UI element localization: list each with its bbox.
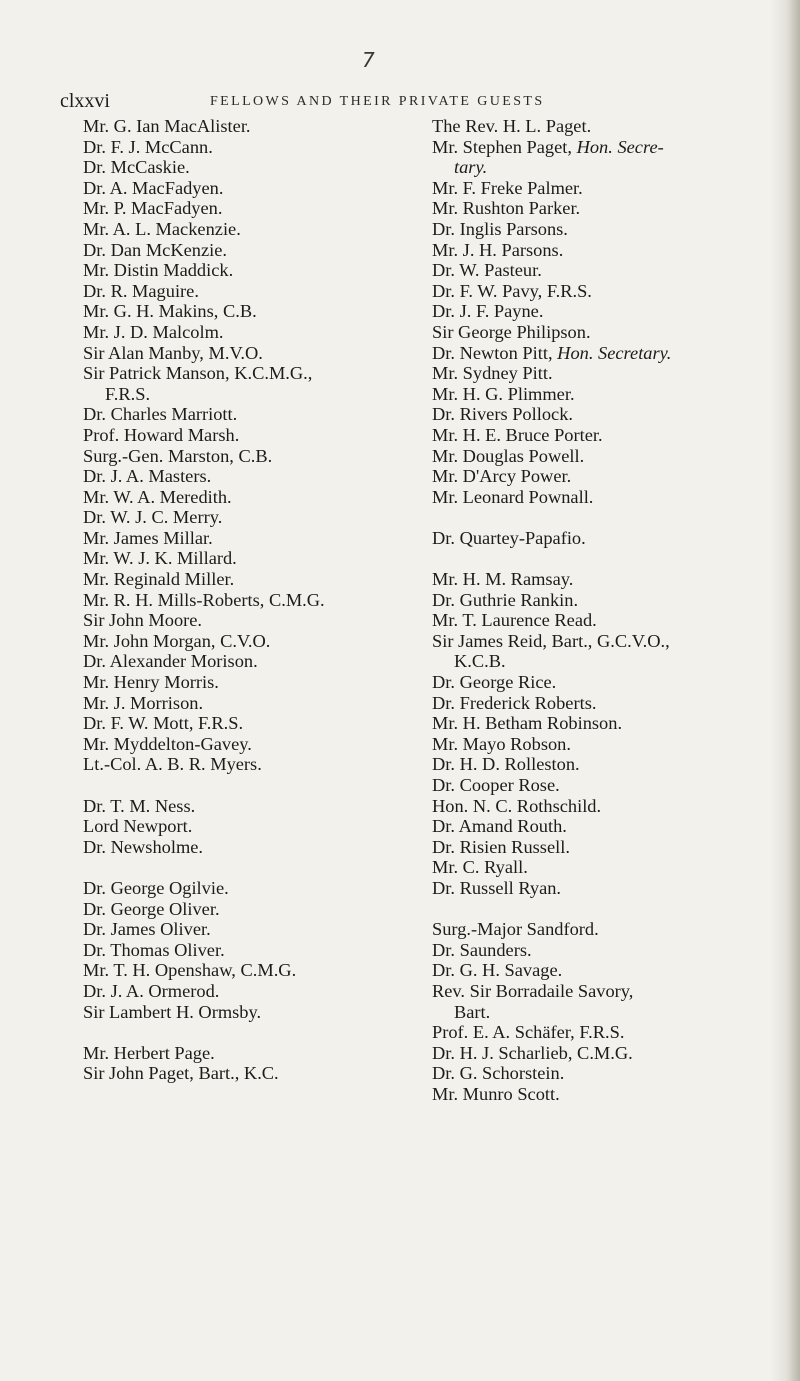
left-column-list [83, 116, 393, 1084]
entry-name: Mr. James Millar. [83, 527, 213, 548]
entry-name: Dr. Newton Pitt, [432, 342, 553, 363]
entry-name: Mr. H. E. Bruce Porter. [432, 424, 603, 445]
entry-name: Sir James Reid, Bart., G.C.V.O., [432, 630, 670, 651]
list-item [432, 610, 777, 631]
list-item [83, 610, 393, 631]
entry-name: Mr. John Morgan, C.V.O. [83, 630, 271, 651]
list-item [432, 301, 777, 322]
entry-name: Dr. A. MacFadyen. [83, 177, 224, 198]
list-item [83, 178, 393, 199]
entry-name: Mr. H. Betham Robinson. [432, 713, 623, 734]
entry-name: Mr. Rushton Parker. [432, 198, 581, 219]
entry-name: Dr. Thomas Oliver. [83, 939, 225, 960]
entry-continuation: Bart. [454, 1001, 491, 1022]
entry-name: Dr. W. Pasteur. [432, 260, 542, 281]
list-item [83, 507, 393, 528]
entry-name: Sir John Moore. [83, 610, 203, 631]
list-item [432, 1063, 777, 1084]
list-item [83, 260, 393, 281]
list-item [432, 137, 777, 178]
entry-continuation: F.R.S. [105, 383, 151, 404]
entry-name: Dr. George Ogilvie. [83, 877, 229, 898]
list-item [432, 528, 777, 549]
entry-role: Hon. Secre- [576, 136, 664, 157]
entry-name: Mr. Myddelton-Gavey. [83, 733, 252, 754]
list-item [83, 219, 393, 240]
list-item [432, 734, 777, 755]
list-item [83, 569, 393, 590]
list-item [432, 1084, 777, 1105]
list-item [83, 960, 393, 981]
list-item [432, 322, 777, 343]
list-item [83, 240, 393, 261]
list-item [432, 878, 777, 899]
entry-name: Sir Lambert H. Ormsby. [83, 1001, 262, 1022]
entry-name: Prof. E. A. Schäfer, F.R.S. [432, 1022, 625, 1043]
entry-name: Dr. Dan McKenzie. [83, 239, 228, 260]
entry-name: Mr. J. D. Malcolm. [83, 321, 224, 342]
list-item [83, 816, 393, 837]
list-item [432, 590, 777, 611]
entry-name: Dr. Cooper Rose. [432, 775, 560, 795]
entry-name: Dr. Frederick Roberts. [432, 692, 597, 713]
entry-name: Dr. Newsholme. [83, 836, 204, 857]
entry-name: Sir Patrick Manson, K.C.M.G., [83, 363, 313, 384]
list-item [432, 343, 777, 364]
entry-name: Mr. T. H. Openshaw, C.M.G. [83, 960, 297, 981]
list-item [83, 466, 393, 487]
entry-name: Mr. Distin Maddick. [83, 260, 234, 281]
entry-name: Lord Newport. [83, 816, 193, 837]
entry-name: Mr. J. H. Parsons. [432, 239, 564, 260]
entry-name: Mr. P. MacFadyen. [83, 198, 223, 219]
entry-name: Mr. W. A. Meredith. [83, 486, 232, 507]
list-item [432, 713, 777, 734]
list-item [83, 734, 393, 755]
entry-name: Dr. Risien Russell. [432, 836, 570, 857]
list-item [432, 116, 777, 137]
list-item [432, 260, 777, 281]
entry-name: Dr. R. Maguire. [83, 280, 199, 301]
entry-name: Dr. McCaskie. [83, 157, 190, 178]
list-item [432, 631, 777, 672]
list-item [83, 837, 393, 858]
entry-name: Sir John Paget, Bart., K.C. [83, 1063, 279, 1084]
list-item [432, 940, 777, 961]
entry-name: Mr. Douglas Powell. [432, 445, 585, 466]
entry-name: Dr. Charles Marriott. [83, 404, 238, 425]
list-item [432, 198, 777, 219]
entry-name: Rev. Sir Borradaile Savory, [432, 980, 634, 1001]
list-item [432, 796, 777, 817]
entry-name: Dr. T. M. Ness. [83, 795, 196, 816]
list-item [432, 919, 777, 940]
list-item [83, 713, 393, 734]
entry-name: Dr. F. W. Mott, F.R.S. [83, 713, 244, 734]
list-item [83, 1002, 393, 1023]
entry-name: Dr. James Oliver. [83, 919, 211, 940]
entry-name: Mr. T. Laurence Read. [432, 610, 597, 631]
list-item [83, 693, 393, 714]
list-item [83, 672, 393, 693]
list-item [83, 322, 393, 343]
entry-name: Dr. Amand Routh. [432, 816, 567, 837]
page-edge-shadow [786, 0, 800, 1381]
entry-name: Mr. Henry Morris. [83, 672, 219, 693]
list-item [83, 301, 393, 322]
entry-name: Mr. Mayo Robson. [432, 733, 571, 754]
entry-name: Mr. R. H. Mills-Roberts, C.M.G. [83, 589, 325, 610]
list-item [83, 1043, 393, 1064]
right-column-list [432, 116, 777, 1105]
list-item [83, 590, 393, 611]
entry-name: Mr. Stephen Paget, [432, 136, 572, 157]
list-item [432, 857, 777, 878]
list-item [83, 425, 393, 446]
list-item [432, 693, 777, 714]
list-item [83, 919, 393, 940]
entry-name: Dr. J. A. Ormerod. [83, 980, 220, 1001]
entry-name: Dr. Saunders. [432, 939, 532, 960]
list-item [83, 446, 393, 467]
list-item [432, 775, 777, 796]
entry-name: Dr. J. A. Masters. [83, 466, 212, 487]
entry-name: Surg.-Major Sandford. [432, 919, 599, 940]
entry-name: Mr. Munro Scott. [432, 1083, 560, 1104]
entry-name: Dr. Russell Ryan. [432, 877, 562, 898]
list-item [432, 487, 777, 508]
entry-name: Mr. Reginald Miller. [83, 569, 235, 590]
page-number: clxxvi [60, 90, 110, 112]
entry-continuation: K.C.B. [454, 651, 506, 672]
entry-name: Sir George Philipson. [432, 321, 591, 342]
list-item [83, 404, 393, 425]
entry-name: Dr. W. J. C. Merry. [83, 507, 223, 528]
list-item [83, 878, 393, 899]
page-header [60, 90, 680, 116]
entry-name: Dr. F. J. McCann. [83, 136, 213, 157]
list-item [83, 548, 393, 569]
list-item [432, 466, 777, 487]
entry-name: Mr. W. J. K. Millard. [83, 548, 237, 569]
entry-name: Hon. N. C. Rothschild. [432, 795, 602, 816]
list-item [83, 796, 393, 817]
entry-name: Dr. G. H. Savage. [432, 960, 563, 981]
entry-name: Mr. A. L. Mackenzie. [83, 218, 241, 239]
entry-role: Hon. Secretary. [557, 342, 672, 363]
entry-name: Mr. J. Morrison. [83, 692, 204, 713]
pencil-annotation: 7 [362, 48, 374, 72]
list-item [432, 816, 777, 837]
list-item [432, 178, 777, 199]
entry-name: Mr. G. Ian MacAlister. [83, 116, 251, 136]
list-item [83, 940, 393, 961]
entry-name: Dr. H. D. Rolleston. [432, 754, 580, 775]
list-item [83, 343, 393, 364]
list-item [83, 1063, 393, 1084]
list-item [83, 198, 393, 219]
list-item [432, 1043, 777, 1064]
list-item [432, 981, 777, 1022]
list-item [432, 281, 777, 302]
list-item [432, 404, 777, 425]
entry-name: Mr. Leonard Pownall. [432, 486, 594, 507]
entry-name: Surg.-Gen. Marston, C.B. [83, 445, 273, 466]
running-title: FELLOWS AND THEIR PRIVATE GUESTS [210, 94, 545, 109]
list-item [432, 446, 777, 467]
entry-name: Mr. F. Freke Palmer. [432, 177, 583, 198]
list-item [83, 754, 393, 775]
entry-name: Mr. G. H. Makins, C.B. [83, 301, 257, 322]
entry-name: Mr. D'Arcy Power. [432, 466, 572, 487]
entry-name: Dr. Alexander Morison. [83, 651, 258, 672]
list-item [83, 137, 393, 158]
entry-name: Prof. Howard Marsh. [83, 424, 240, 445]
entry-name: Dr. Quartey-Papafio. [432, 527, 586, 548]
list-item [83, 363, 393, 404]
entry-name: Dr. George Oliver. [83, 898, 220, 919]
list-item [83, 981, 393, 1002]
list-item [83, 899, 393, 920]
entry-name: Dr. J. F. Payne. [432, 301, 544, 322]
list-item [432, 384, 777, 405]
list-item [83, 651, 393, 672]
list-item [83, 631, 393, 652]
entry-name: Mr. H. M. Ramsay. [432, 569, 574, 590]
entry-name: Mr. Herbert Page. [83, 1042, 215, 1063]
entry-name: Dr. Guthrie Rankin. [432, 589, 579, 610]
entry-name: Dr. George Rice. [432, 672, 557, 693]
list-item [432, 240, 777, 261]
list-item [432, 425, 777, 446]
list-item [83, 281, 393, 302]
entry-name: Lt.-Col. A. B. R. Myers. [83, 754, 262, 775]
list-item [83, 528, 393, 549]
list-item [83, 487, 393, 508]
entry-name: Dr. G. Schorstein. [432, 1063, 565, 1084]
entry-name: Dr. H. J. Scharlieb, C.M.G. [432, 1042, 633, 1063]
entry-name: Dr. Inglis Parsons. [432, 218, 568, 239]
list-item [432, 754, 777, 775]
entry-name: Dr. Rivers Pollock. [432, 404, 573, 425]
list-item [432, 1022, 777, 1043]
list-item [432, 363, 777, 384]
entry-name: Mr. H. G. Plimmer. [432, 383, 575, 404]
entry-name: The Rev. H. L. Paget. [432, 116, 592, 136]
list-item [432, 672, 777, 693]
entry-name: Sir Alan Manby, M.V.O. [83, 342, 263, 363]
list-item [83, 116, 393, 137]
list-item [432, 219, 777, 240]
entry-name: Dr. F. W. Pavy, F.R.S. [432, 280, 592, 301]
list-item [432, 960, 777, 981]
list-item [83, 157, 393, 178]
entry-continuation: tary. [454, 157, 488, 178]
list-item [432, 837, 777, 858]
entry-name: Mr. C. Ryall. [432, 857, 528, 878]
list-item [432, 569, 777, 590]
entry-name: Mr. Sydney Pitt. [432, 363, 553, 384]
